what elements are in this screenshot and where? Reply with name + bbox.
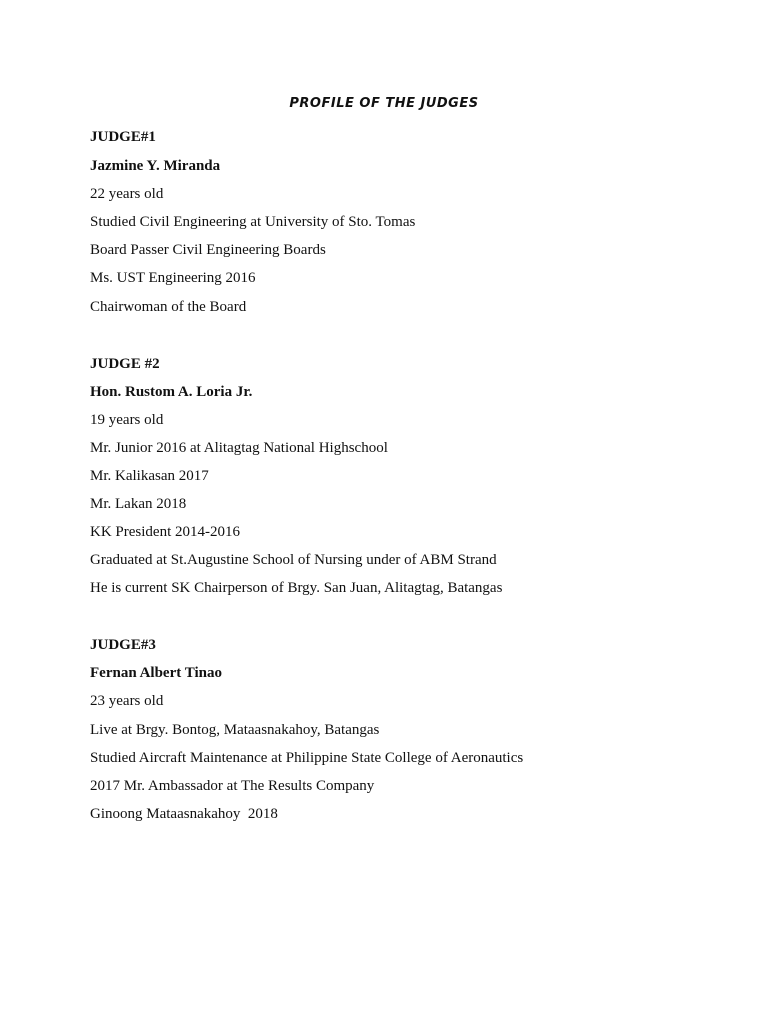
judge-1-detail: Board Passer Civil Engineering Boards bbox=[90, 242, 326, 258]
judge-1-heading: JUDGE#1 bbox=[90, 129, 156, 145]
judge-1-detail: Chairwoman of the Board bbox=[90, 299, 247, 315]
judge-1-detail: Studied Civil Engineering at University of Sto. Tomas bbox=[90, 214, 416, 230]
judge-3-detail: Studied Aircraft Maintenance at Philippine State College of Aeronautics bbox=[90, 750, 524, 766]
judge-3-name: Fernan Albert Tinao bbox=[90, 665, 222, 681]
judge-2-detail: Mr. Kalikasan 2017 bbox=[90, 468, 209, 484]
judge-1-name: Jazmine Y. Miranda bbox=[90, 158, 221, 174]
judge-2-name: Hon. Rustom A. Loria Jr. bbox=[90, 384, 253, 400]
document-title: PROFILE OF THE JUDGES bbox=[289, 96, 479, 111]
judge-1-detail: 22 years old bbox=[90, 186, 164, 202]
judge-3-heading: JUDGE#3 bbox=[90, 637, 156, 653]
judge-2-detail: Graduated at St.Augustine School of Nursing under of ABM Strand bbox=[90, 552, 497, 568]
judge-3-detail: Ginoong Mataasnakahoy 2018 bbox=[90, 806, 278, 822]
judge-2-detail: 19 years old bbox=[90, 412, 164, 428]
judge-2-detail: He is current SK Chairperson of Brgy. San Juan, Alitagtag, Batangas bbox=[90, 580, 503, 596]
judge-3-detail: Live at Brgy. Bontog, Mataasnakahoy, Batangas bbox=[90, 722, 380, 738]
judge-3-detail: 2017 Mr. Ambassador at The Results Company bbox=[90, 778, 375, 794]
judge-3-detail: 23 years old bbox=[90, 693, 164, 709]
judge-2-detail: Mr. Lakan 2018 bbox=[90, 496, 187, 512]
judge-1-detail: Ms. UST Engineering 2016 bbox=[90, 270, 256, 286]
judge-2-detail: Mr. Junior 2016 at Alitagtag National Highschool bbox=[90, 440, 388, 456]
judge-2-heading: JUDGE #2 bbox=[90, 356, 160, 372]
judge-2-detail: KK President 2014-2016 bbox=[90, 524, 240, 540]
